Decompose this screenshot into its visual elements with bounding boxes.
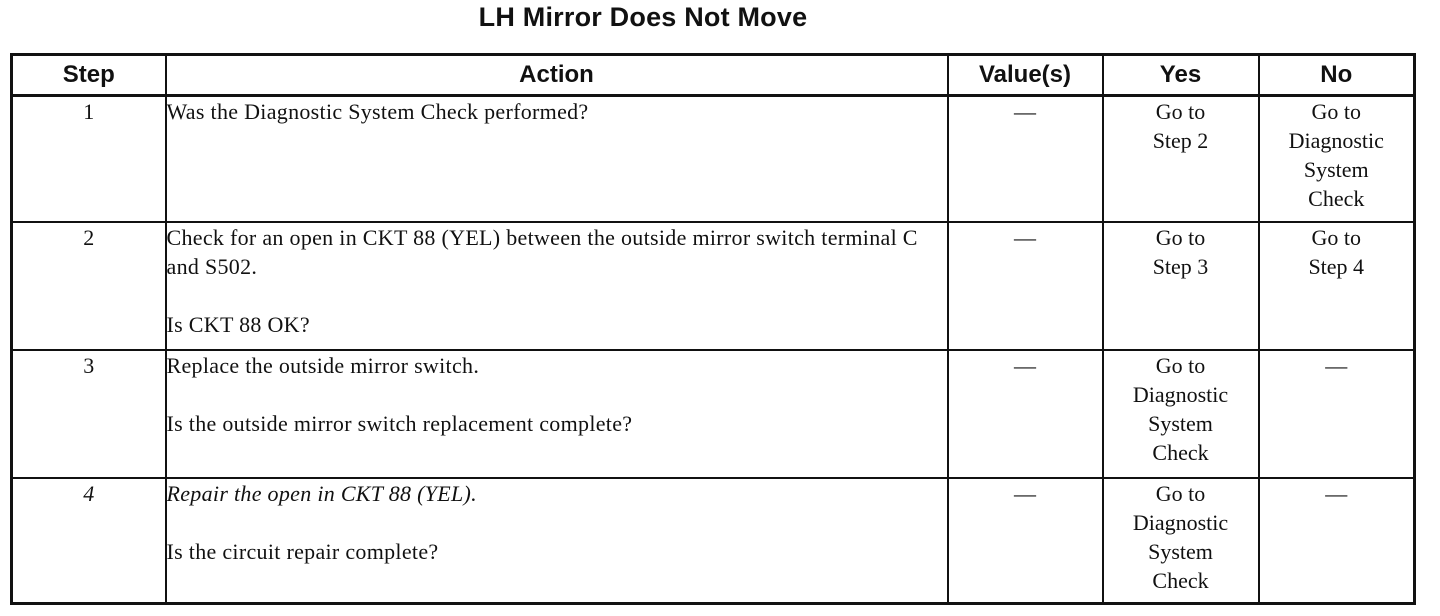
value-cell: — (948, 96, 1103, 222)
table-row (12, 96, 1415, 222)
value-cell: — (948, 478, 1103, 604)
table-row (12, 478, 1415, 604)
action-question: Is the outside mirror switch replacement complete? (166, 410, 633, 436)
diagnostic-table (10, 53, 1416, 605)
no-cell: Go to Step 4 (1259, 222, 1415, 350)
action-cell (166, 222, 948, 350)
no-cell: — (1259, 478, 1415, 604)
no-cell: Go to Diagnostic System Check (1259, 96, 1415, 222)
action-cell (166, 478, 948, 604)
step-number: 1 (12, 96, 166, 222)
yes-cell: Go to Diagnostic System Check (1103, 350, 1259, 478)
table-row (12, 222, 1415, 350)
step-number: 2 (12, 222, 166, 350)
value-cell: — (948, 350, 1103, 478)
action-cell (166, 350, 948, 478)
yes-cell: Go to Diagnostic System Check (1103, 478, 1259, 604)
yes-cell: Go to Step 2 (1103, 96, 1259, 222)
yes-cell: Go to Step 3 (1103, 222, 1259, 350)
header-action: Action (166, 55, 948, 96)
step-number: 3 (12, 350, 166, 478)
action-cell (166, 96, 948, 222)
table-row (12, 350, 1415, 478)
header-values: Value(s) (948, 55, 1103, 96)
action-question: Is the circuit repair complete? (166, 538, 439, 564)
step-number: 4 (12, 478, 166, 604)
action-text: Check for an open in CKT 88 (YEL) between the outside mirror switch terminal C and S502. (166, 224, 918, 279)
header-no: No (1259, 55, 1415, 96)
value-cell: — (948, 222, 1103, 350)
action-text: Was the Diagnostic System Check performed? (166, 99, 589, 124)
header-step: Step (12, 55, 166, 96)
action-question: Is CKT 88 OK? (166, 311, 310, 337)
no-cell: — (1259, 350, 1415, 478)
header-yes: Yes (1103, 55, 1259, 96)
action-text: Replace the outside mirror switch. (166, 352, 480, 378)
action-text: Repair the open in CKT 88 (YEL). (166, 480, 477, 506)
page-title: LH Mirror Does Not Move (478, 2, 808, 32)
table-header-row (12, 55, 1415, 96)
